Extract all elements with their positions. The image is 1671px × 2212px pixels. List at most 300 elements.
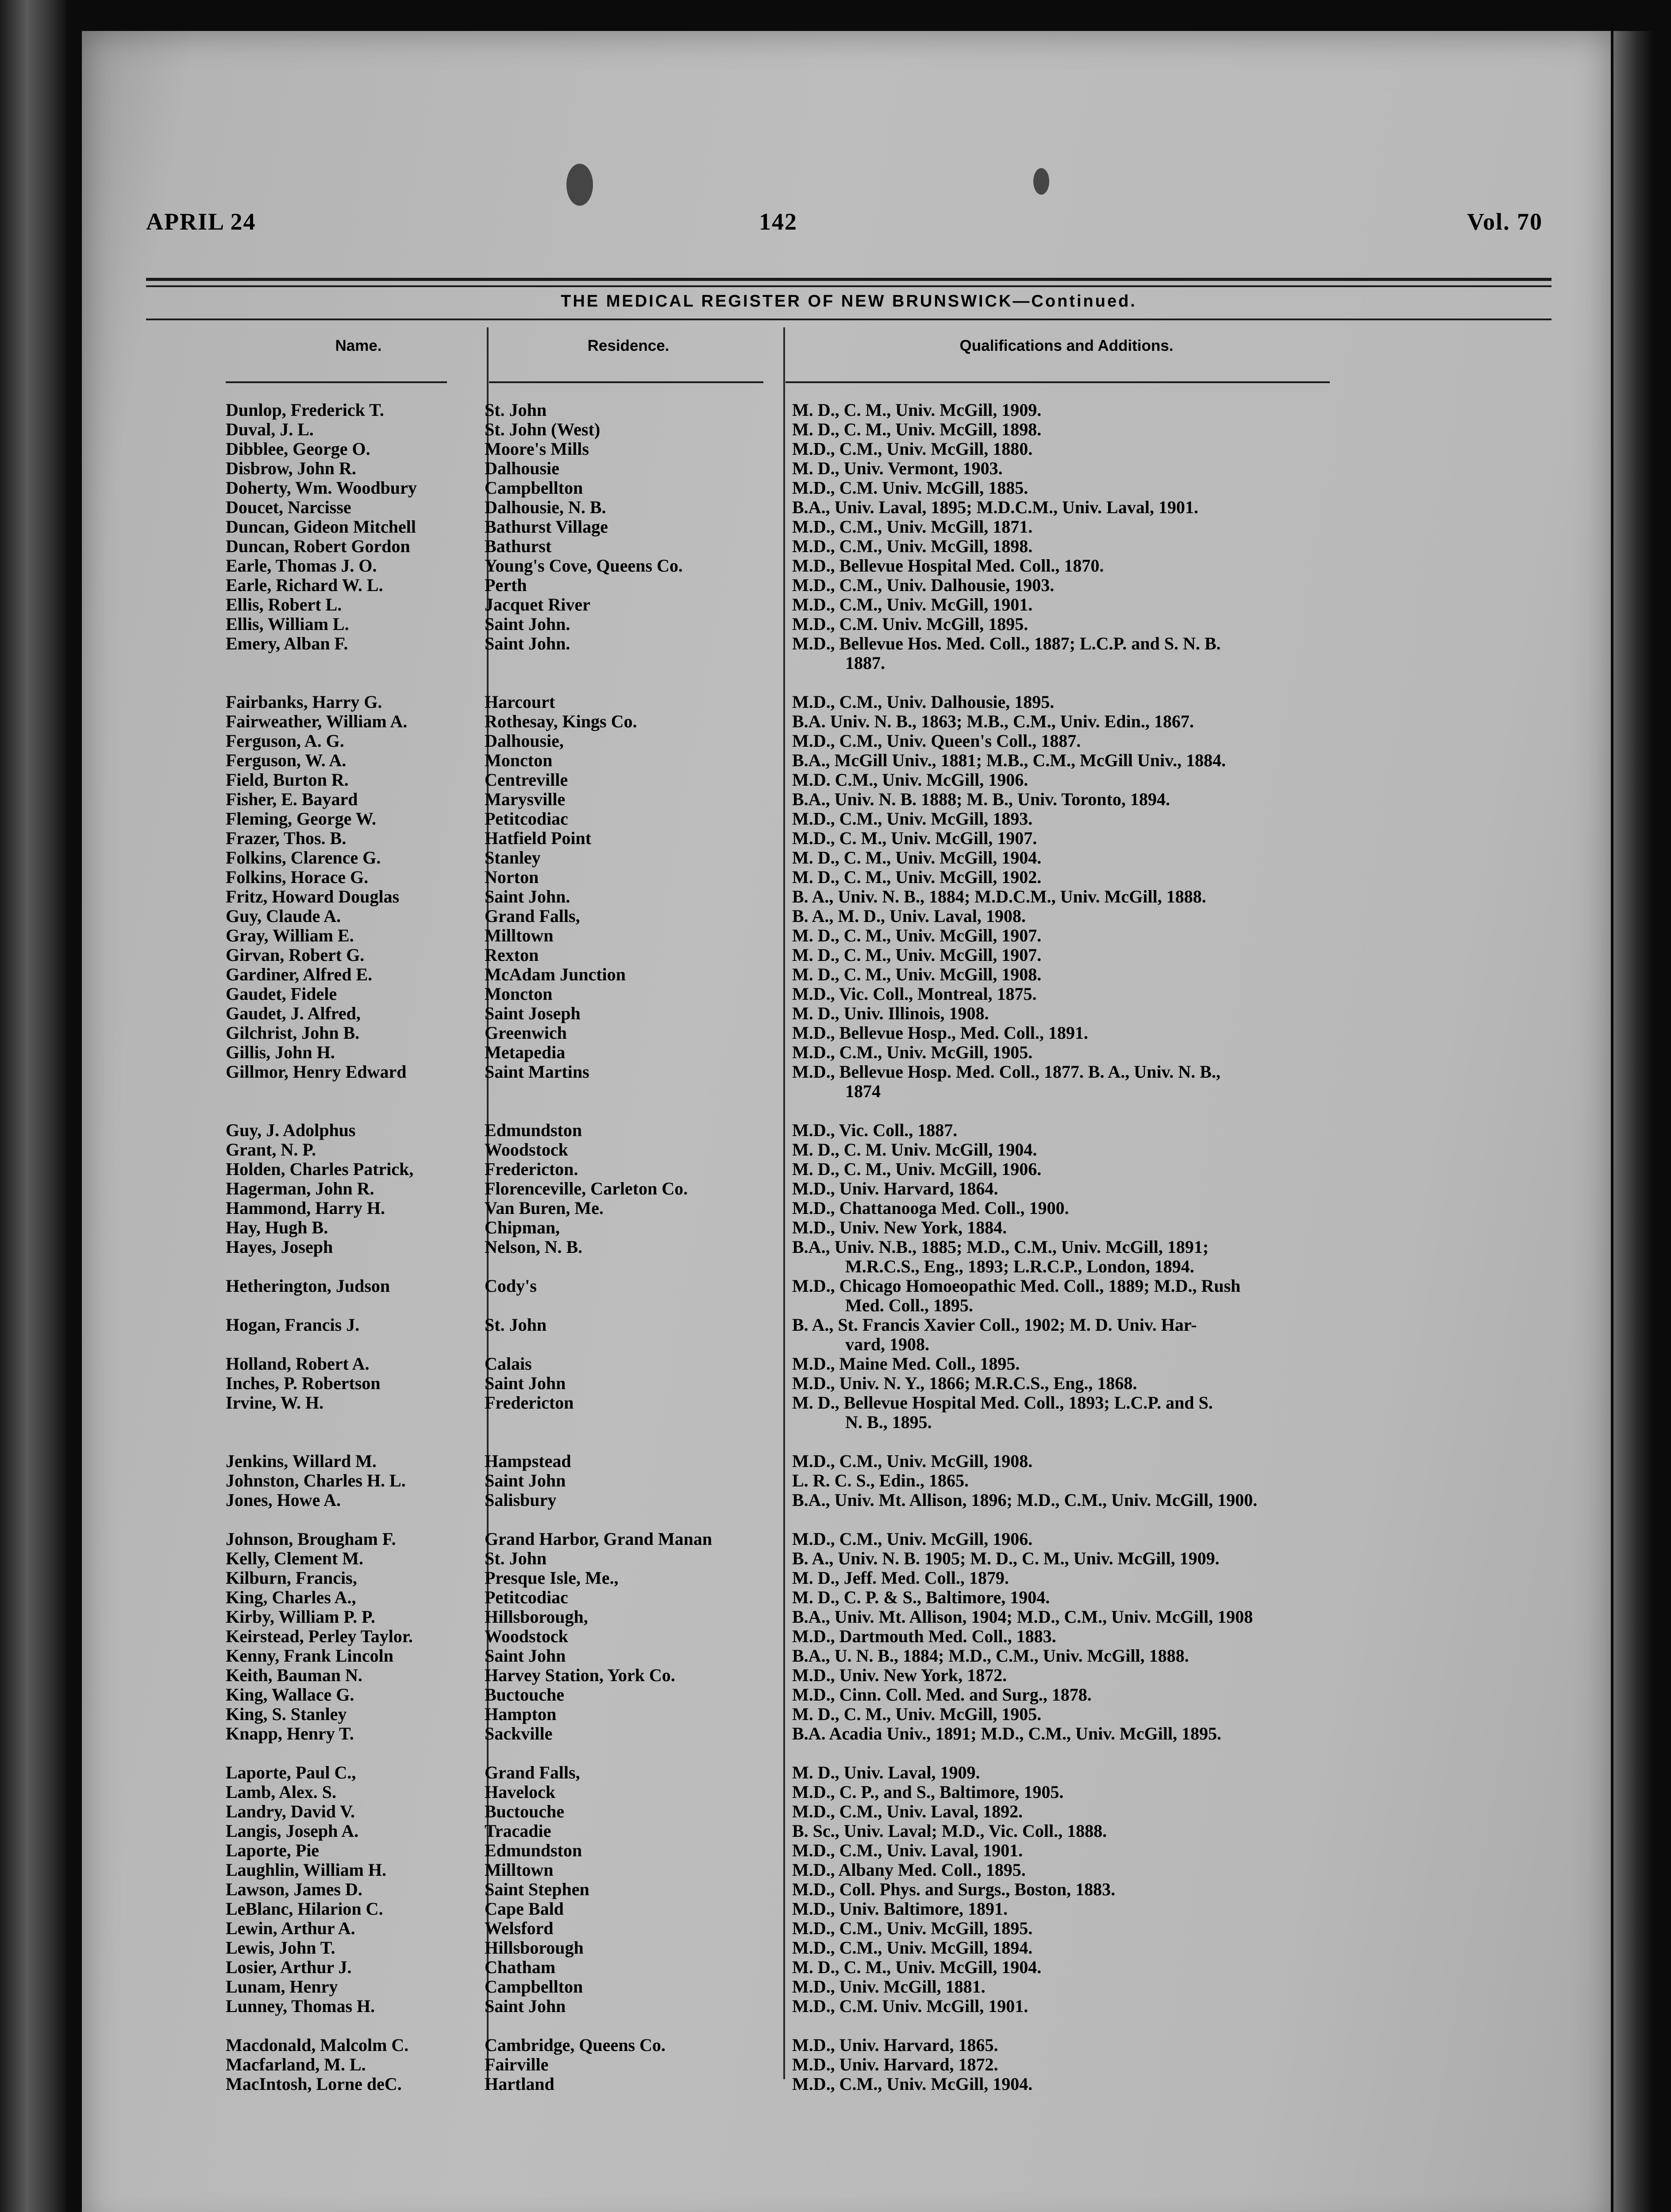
register-entry [146, 1607, 1562, 1627]
register-entry [146, 1705, 1562, 1724]
entry-name: Holland, Robert A. [226, 1354, 370, 1374]
page-header [146, 208, 1543, 248]
entry-name: Guy, Claude A. [226, 906, 341, 926]
entry-qualifications: M. D., C. M., Univ. McGill, 1898. [792, 419, 1042, 439]
entry-residence: Chipman, [485, 1217, 560, 1237]
entry-qualifications: M.D., Vic. Coll., Montreal, 1875. [792, 984, 1037, 1004]
entry-residence: Fredericton [485, 1393, 574, 1413]
entry-name: Irvine, W. H. [226, 1393, 324, 1413]
entry-residence: Woodstock [485, 1626, 568, 1646]
entry-qualifications: M. D., C. M., Univ. McGill, 1906. [792, 1159, 1042, 1179]
register-entry [146, 1997, 1562, 2016]
entry-name: Fairbanks, Harry G. [226, 692, 382, 712]
entry-qualifications: M.D., Univ. McGill, 1881. [792, 1977, 986, 1997]
register-entry [146, 537, 1562, 556]
entry-residence: Petitcodiac [485, 1587, 568, 1607]
entry-qualifications: B.A., Univ. N.B., 1885; M.D., C.M., Univ. McGill, 1891; [792, 1237, 1209, 1257]
register-entry [146, 1919, 1562, 1938]
entry-name: Ellis, Robert L. [226, 595, 342, 614]
entry-qualifications: M.D., C.M., Univ. McGill, 1894. [792, 1938, 1033, 1958]
entry-qualifications: M.D., C.M., Univ. McGill, 1871. [792, 517, 1033, 537]
entry-residence: Nelson, N. B. [485, 1237, 583, 1257]
entry-qualifications: B.A., Univ. Laval, 1895; M.D.C.M., Univ. Laval, 1901. [792, 497, 1198, 517]
entry-qualifications: M.D., Univ. N. Y., 1866; M.R.C.S., Eng., 1868. [792, 1373, 1137, 1393]
entry-qualifications: M.D., C.M., Univ. McGill, 1901. [792, 595, 1033, 614]
entry-name: Ellis, William L. [226, 614, 349, 634]
entry-name: Disbrow, John R. [226, 458, 356, 478]
entry-name: Girvan, Robert G. [226, 945, 365, 965]
register-entry [146, 2074, 1562, 2094]
entry-qualifications-continued: M.R.C.S., Eng., 1893; L.R.C.P., London, 1894. [845, 1256, 1194, 1276]
entry-residence: Grand Falls, [485, 1763, 580, 1782]
header-underline [226, 381, 447, 383]
entry-residence: Petitcodiac [485, 809, 568, 829]
register-entry [146, 634, 1562, 673]
ink-blot [566, 164, 593, 206]
entry-qualifications: M.D., C.M., Univ. Dalhousie, 1895. [792, 692, 1055, 712]
header-volume: Vol. 70 [1467, 208, 1543, 235]
entry-qualifications: B. A., St. Francis Xavier Coll., 1902; M. D. Univ. Har- [792, 1315, 1197, 1335]
entry-residence: Moncton [485, 984, 553, 1004]
entry-name: Fairweather, William A. [226, 711, 408, 731]
entry-residence: Saint John [485, 1996, 566, 2016]
entry-qualifications: M.D., Bellevue Hos. Med. Coll., 1887; L.C.P. and S. N. B. [792, 634, 1221, 653]
register-entry [146, 478, 1562, 498]
entry-qualifications: M.D., C. P., and S., Baltimore, 1905. [792, 1782, 1064, 1802]
entry-name: Hay, Hugh B. [226, 1217, 328, 1237]
entry-name: Duncan, Robert Gordon [226, 536, 410, 556]
register-entry [146, 576, 1562, 595]
group-spacer [146, 1510, 1562, 1529]
entry-qualifications: M.D., Univ. New York, 1872. [792, 1665, 1007, 1685]
entry-residence: Hillsborough [485, 1938, 584, 1958]
entry-qualifications-continued: 1887. [845, 653, 885, 673]
register-entry [146, 1724, 1562, 1743]
entry-residence: Milltown [485, 926, 554, 945]
register-entry [146, 1899, 1562, 1919]
entry-residence: Sackville [485, 1724, 553, 1743]
entry-residence: Salisbury [485, 1490, 557, 1510]
entry-name: Guy, J. Adolphus [226, 1120, 356, 1140]
entry-residence: Stanley [485, 848, 541, 868]
register-entry [146, 887, 1562, 906]
entry-name: Gardiner, Alfred E. [226, 964, 373, 984]
register-entry [146, 1004, 1562, 1023]
register-entry [146, 1160, 1562, 1179]
entry-residence: Saint Stephen [485, 1879, 589, 1899]
header-rule-thin [146, 285, 1552, 287]
entry-name: Dunlop, Frederick T. [226, 400, 384, 420]
entry-name: Johnston, Charles H. L. [226, 1471, 406, 1490]
entry-residence: Saint Martins [485, 1062, 589, 1082]
entry-residence: Edmundston [485, 1840, 582, 1860]
register-entry [146, 770, 1562, 790]
entry-residence: Bathurst Village [485, 517, 608, 537]
register-entry [146, 400, 1562, 420]
register-entry [146, 459, 1562, 478]
entry-qualifications: M.D., Univ. Baltimore, 1891. [792, 1899, 1008, 1919]
entry-residence: Rexton [485, 945, 539, 965]
entry-qualifications: M.D., Univ. Harvard, 1865. [792, 2035, 998, 2055]
register-entry [146, 1043, 1562, 1062]
entry-name: Gilchrist, John B. [226, 1023, 360, 1043]
entry-residence: Buctouche [485, 1685, 564, 1705]
entry-name: Field, Burton R. [226, 770, 349, 790]
entry-residence: Saint John. [485, 634, 570, 653]
entry-name: LeBlanc, Hilarion C. [226, 1899, 383, 1919]
entry-qualifications: M.D., C.M., Univ. McGill, 1905. [792, 1042, 1033, 1062]
entry-qualifications: B.A. Univ. N. B., 1863; M.B., C.M., Univ. Edin., 1867. [792, 711, 1194, 731]
entry-residence: Fredericton. [485, 1159, 578, 1179]
entry-qualifications: M.D., Univ. New York, 1884. [792, 1217, 1007, 1237]
entry-name: Lewin, Arthur A. [226, 1918, 355, 1938]
entry-qualifications: B.A., Univ. Mt. Allison, 1904; M.D., C.M., Univ. McGill, 1908 [792, 1607, 1253, 1627]
register-entry [146, 1276, 1562, 1315]
entry-qualifications: M.D., C.M., Univ. McGill, 1904. [792, 2074, 1033, 2094]
entry-qualifications: B.A., Univ. N. B. 1888; M. B., Univ. Toronto, 1894. [792, 789, 1170, 809]
entry-name: Frazer, Thos. B. [226, 828, 347, 848]
entry-name: King, S. Stanley [226, 1704, 347, 1724]
entry-name: King, Wallace G. [226, 1685, 354, 1705]
entry-residence: Milltown [485, 1860, 554, 1880]
entry-qualifications: M. D., Univ. Vermont, 1903. [792, 458, 1003, 478]
entry-qualifications: M. D., C. M., Univ. McGill, 1905. [792, 1704, 1042, 1724]
entry-residence: Jacquet River [485, 595, 590, 614]
entry-qualifications: M.D., C.M., Univ. Dalhousie, 1903. [792, 575, 1055, 595]
entry-qualifications: M. D., C. M., Univ. McGill, 1904. [792, 848, 1042, 868]
entry-qualifications: B.A., U. N. B., 1884; M.D., C.M., Univ. McGill, 1888. [792, 1646, 1189, 1666]
register-entry [146, 1393, 1562, 1432]
entry-name: Dibblee, George O. [226, 439, 370, 459]
entry-name: Duval, J. L. [226, 419, 314, 439]
register-entry [146, 1938, 1562, 1958]
register-entry [146, 984, 1562, 1004]
register-entry [146, 1588, 1562, 1607]
register-entry [146, 1977, 1562, 1997]
col-header-residence: Residence. [587, 337, 670, 354]
entry-name: Doucet, Narcisse [226, 497, 351, 517]
register-entry [146, 420, 1562, 439]
entry-qualifications: M.D., C.M., Univ. McGill, 1880. [792, 439, 1033, 459]
entry-qualifications: L. R. C. S., Edin., 1865. [792, 1471, 969, 1490]
entry-qualifications: B. A., Univ. N. B., 1884; M.D.C.M., Univ. McGill, 1888. [792, 887, 1206, 906]
register-entry [146, 926, 1562, 945]
entry-qualifications: M.D., Vic. Coll., 1887. [792, 1120, 958, 1140]
entry-name: Kenny, Frank Lincoln [226, 1646, 393, 1666]
register-entry [146, 1452, 1562, 1471]
col-header-qualifications: Qualifications and Additions. [959, 337, 1174, 354]
entry-qualifications: M.D., Bellevue Hosp. Med. Coll., 1877. B. A., Univ. N. B., [792, 1062, 1221, 1082]
entry-qualifications: B.A. Acadia Univ., 1891; M.D., C.M., Univ. McGill, 1895. [792, 1724, 1221, 1743]
entry-qualifications: B. Sc., Univ. Laval; M.D., Vic. Coll., 1888. [792, 1821, 1107, 1841]
register-entry [146, 731, 1562, 751]
register-entry [146, 1062, 1562, 1101]
entry-qualifications: M. D., Jeff. Med. Coll., 1879. [792, 1568, 1009, 1588]
register-entry [146, 1685, 1562, 1705]
entry-name: Inches, P. Robertson [226, 1373, 381, 1393]
entry-residence: Campbellton [485, 1977, 583, 1997]
entry-residence: Woodstock [485, 1140, 568, 1160]
register-entry [146, 848, 1562, 868]
entry-name: Kirby, William P. P. [226, 1607, 375, 1627]
register-entry [146, 1666, 1562, 1685]
entry-residence: Saint John [485, 1646, 566, 1666]
group-spacer [146, 1101, 1562, 1121]
entry-qualifications: M.D., Coll. Phys. and Surgs., Boston, 1883. [792, 1879, 1116, 1899]
entry-residence: Havelock [485, 1782, 555, 1802]
header-underline [785, 381, 1330, 383]
entry-qualifications: M.D., C.M., Univ. McGill, 1906. [792, 1529, 1033, 1549]
entry-residence: Saint John. [485, 887, 570, 906]
entry-residence: Hampton [485, 1704, 557, 1724]
entry-qualifications: M. D., Bellevue Hospital Med. Coll., 1893; L.C.P. and S. [792, 1393, 1213, 1413]
entry-name: Macfarland, M. L. [226, 2055, 366, 2074]
register-entry [146, 1471, 1562, 1490]
entry-name: Fritz, Howard Douglas [226, 887, 400, 906]
register-entry [146, 595, 1562, 614]
register-entry [146, 1354, 1562, 1374]
entry-qualifications: M.D., Bellevue Hospital Med. Coll., 1870. [792, 556, 1104, 576]
entry-name: Gillmor, Henry Edward [226, 1062, 407, 1082]
entry-name: Jones, Howe A. [226, 1490, 341, 1510]
register-entry [146, 1490, 1562, 1510]
entry-residence: Harcourt [485, 692, 555, 712]
register-entry [146, 1763, 1562, 1782]
entry-qualifications: B. A., M. D., Univ. Laval, 1908. [792, 906, 1026, 926]
entry-residence: St. John (West) [485, 419, 601, 439]
entry-name: Folkins, Horace G. [226, 867, 369, 887]
entry-name: King, Charles A., [226, 1587, 356, 1607]
entry-name: Lewis, John T. [226, 1938, 335, 1958]
entry-residence: Moore's Mills [485, 439, 589, 459]
register-entry [146, 1802, 1562, 1821]
entry-residence: Buctouche [485, 1801, 564, 1821]
register-entry [146, 1121, 1562, 1140]
register-entry [146, 1860, 1562, 1880]
entry-qualifications: M.D., Univ. Harvard, 1864. [792, 1179, 998, 1198]
register-entry [146, 945, 1562, 965]
entry-name: Ferguson, W. A. [226, 750, 347, 770]
group-spacer [146, 673, 1562, 692]
entry-residence: Tracadie [485, 1821, 551, 1841]
register-entry [146, 1841, 1562, 1860]
register-entry [146, 1218, 1562, 1237]
entry-qualifications: B.A., McGill Univ., 1881; M.B., C.M., McGill Univ., 1884. [792, 750, 1226, 770]
entry-residence: Greenwich [485, 1023, 567, 1043]
register-entry [146, 2055, 1562, 2074]
register-entry [146, 1198, 1562, 1218]
entry-qualifications: M. D., C. M., Univ. McGill, 1902. [792, 867, 1042, 887]
entry-residence: Cody's [485, 1276, 537, 1296]
entry-residence: Hillsborough, [485, 1607, 588, 1627]
col-header-name: Name. [335, 337, 382, 354]
entry-name: Keith, Bauman N. [226, 1665, 362, 1685]
entry-residence: Dalhousie [485, 458, 559, 478]
entry-name: MacIntosh, Lorne deC. [226, 2074, 402, 2094]
register-entry [146, 1958, 1562, 1977]
entry-qualifications: M. D., C. P. & S., Baltimore, 1904. [792, 1587, 1050, 1607]
entry-residence: Dalhousie, N. B. [485, 497, 606, 517]
register-entry [146, 692, 1562, 712]
entry-name: Lawson, James D. [226, 1879, 362, 1899]
entry-residence: Saint Joseph [485, 1003, 581, 1023]
entry-name: Lamb, Alex. S. [226, 1782, 337, 1802]
entry-residence: St. John [485, 400, 547, 420]
register-entry [146, 809, 1562, 829]
entry-name: Keirstead, Perley Taylor. [226, 1626, 413, 1646]
entry-residence: Rothesay, Kings Co. [485, 711, 637, 731]
entry-qualifications: M. D., C. M. Univ. McGill, 1904. [792, 1140, 1037, 1160]
register-entry [146, 439, 1562, 459]
entry-qualifications: B.A., Univ. Mt. Allison, 1896; M.D., C.M., Univ. McGill, 1900. [792, 1490, 1258, 1510]
entry-residence: Saint John [485, 1471, 566, 1490]
entry-name: Gaudet, J. Alfred, [226, 1003, 361, 1023]
entry-name: Jenkins, Willard M. [226, 1451, 377, 1471]
entry-residence: St. John [485, 1548, 547, 1568]
entry-residence: Saint John. [485, 614, 570, 634]
entry-qualifications: M.D., Bellevue Hosp., Med. Coll., 1891. [792, 1023, 1088, 1043]
entry-residence: Grand Harbor, Grand Manan [485, 1529, 712, 1549]
entry-qualifications: M.D., C.M., Univ. McGill, 1908. [792, 1451, 1033, 1471]
entry-name: Fisher, E. Bayard [226, 789, 358, 809]
entry-qualifications: M.D., C.M. Univ. McGill, 1901. [792, 1996, 1028, 2016]
entry-name: Kelly, Clement M. [226, 1548, 364, 1568]
register-entry [146, 614, 1562, 634]
entry-name: Landry, David V. [226, 1801, 355, 1821]
entry-residence: McAdam Junction [485, 964, 626, 984]
register-entries [146, 400, 1562, 2094]
entry-name: Earle, Thomas J. O. [226, 556, 377, 576]
entry-name: Lunam, Henry [226, 1977, 338, 1997]
entry-qualifications: M.D. C.M., Univ. McGill, 1906. [792, 770, 1028, 790]
entry-residence: Calais [485, 1354, 532, 1374]
entry-qualifications: M.D., C.M., Univ. Laval, 1901. [792, 1840, 1023, 1860]
register-entry [146, 712, 1562, 731]
entry-qualifications: M. D., Univ. Laval, 1909. [792, 1763, 980, 1782]
entry-name: Hogan, Francis J. [226, 1315, 360, 1335]
entry-residence: Bathurst [485, 536, 552, 556]
entry-name: Grant, N. P. [226, 1140, 316, 1160]
entry-qualifications: M.D., Maine Med. Coll., 1895. [792, 1354, 1020, 1374]
register-entry [146, 1529, 1562, 1549]
entry-qualifications: M. D., C. M., Univ. McGill, 1907. [792, 926, 1042, 945]
entry-residence: Hartland [485, 2074, 554, 2094]
entry-name: Langis, Joseph A. [226, 1821, 359, 1841]
entry-qualifications: M. D., C. M., Univ. McGill, 1907. [792, 945, 1042, 965]
entry-qualifications: B. A., Univ. N. B. 1905; M. D., C. M., Univ. McGill, 1909. [792, 1548, 1220, 1568]
entry-qualifications: M.D., C.M., Univ. McGill, 1893. [792, 809, 1033, 829]
entry-name: Emery, Alban F. [226, 634, 348, 653]
entry-residence: Hatfield Point [485, 828, 592, 848]
entry-residence: Van Buren, Me. [485, 1198, 604, 1218]
register-entry [146, 868, 1562, 887]
entry-name: Johnson, Brougham F. [226, 1529, 396, 1549]
entry-residence: Campbellton [485, 478, 583, 498]
ink-blot [1033, 168, 1049, 195]
entry-qualifications-continued: 1874 [845, 1081, 881, 1101]
header-date: APRIL 24 [146, 208, 256, 235]
header-page-number: 142 [759, 208, 797, 235]
register-entry [146, 1782, 1562, 1802]
register-entry [146, 1237, 1562, 1276]
register-entry [146, 829, 1562, 848]
entry-qualifications-continued: vard, 1908. [845, 1334, 929, 1354]
entry-residence: Cambridge, Queens Co. [485, 2035, 666, 2055]
group-spacer [146, 1432, 1562, 1452]
entry-name: Losier, Arthur J. [226, 1957, 352, 1977]
entry-residence: Cape Bald [485, 1899, 564, 1919]
entry-residence: Centreville [485, 770, 568, 790]
group-spacer [146, 2016, 1562, 2035]
entry-residence: Dalhousie, [485, 731, 564, 751]
register-entry [146, 1374, 1562, 1393]
entry-residence: Fairville [485, 2055, 549, 2074]
entry-qualifications: M.D., C.M., Univ. McGill, 1895. [792, 1918, 1033, 1938]
register-entry [146, 556, 1562, 576]
entry-name: Hagerman, John R. [226, 1179, 374, 1198]
entry-qualifications: M.D., C.M. Univ. McGill, 1895. [792, 614, 1028, 634]
entry-qualifications: M. D., Univ. Illinois, 1908. [792, 1003, 989, 1023]
entry-qualifications: M.D., C. M., Univ. McGill, 1907. [792, 828, 1037, 848]
entry-name: Gaudet, Fidele [226, 984, 337, 1004]
register-entry [146, 498, 1562, 517]
entry-residence: Florenceville, Carleton Co. [485, 1179, 688, 1198]
entry-qualifications: M. D., C. M., Univ. McGill, 1908. [792, 964, 1042, 984]
entry-qualifications-continued: N. B., 1895. [845, 1412, 932, 1432]
register-entry [146, 1880, 1562, 1899]
register-entry [146, 517, 1562, 537]
entry-qualifications: M.D., Chicago Homoeopathic Med. Coll., 1889; M.D., Rush [792, 1276, 1241, 1296]
entry-residence: Young's Cove, Queens Co. [485, 556, 683, 576]
entry-residence: Moncton [485, 750, 553, 770]
entry-residence: Harvey Station, York Co. [485, 1665, 675, 1685]
register-entry [146, 1821, 1562, 1841]
entry-name: Duncan, Gideon Mitchell [226, 517, 416, 537]
entry-residence: Chatham [485, 1957, 556, 1977]
entry-qualifications: M.D., Cinn. Coll. Med. and Surg., 1878. [792, 1685, 1092, 1705]
header-underline [489, 381, 763, 383]
entry-qualifications: M.D., Dartmouth Med. Coll., 1883. [792, 1626, 1056, 1646]
entry-name: Folkins, Clarence G. [226, 848, 381, 868]
register-entry [146, 1023, 1562, 1043]
entry-qualifications: M. D., C. M., Univ. McGill, 1904. [792, 1957, 1042, 1977]
entry-qualifications: M.D., Univ. Harvard, 1872. [792, 2055, 998, 2074]
entry-name: Macdonald, Malcolm C. [226, 2035, 409, 2055]
register-title: THE MEDICAL REGISTER OF NEW BRUNSWICK—Continued. [561, 292, 1137, 311]
register-entry [146, 1315, 1562, 1354]
register-entry [146, 965, 1562, 984]
entry-name: Laughlin, William H. [226, 1860, 387, 1880]
register-entry [146, 2035, 1562, 2055]
entry-qualifications-continued: Med. Coll., 1895. [845, 1295, 973, 1315]
page-stack-edge [1613, 31, 1653, 2212]
register-entry [146, 1646, 1562, 1666]
entry-residence: Presque Isle, Me., [485, 1568, 619, 1588]
entry-name: Hayes, Joseph [226, 1237, 333, 1257]
entry-qualifications: M.D., C.M., Univ. Laval, 1892. [792, 1801, 1023, 1821]
entry-name: Holden, Charles Patrick, [226, 1159, 414, 1179]
entry-name: Earle, Richard W. L. [226, 575, 383, 595]
entry-qualifications: M.D., Chattanooga Med. Coll., 1900. [792, 1198, 1069, 1218]
entry-residence: Grand Falls, [485, 906, 580, 926]
adjacent-page-edge [0, 0, 66, 2212]
entry-name: Hetherington, Judson [226, 1276, 390, 1296]
entry-name: Lunney, Thomas H. [226, 1996, 375, 2016]
register-entry [146, 1627, 1562, 1646]
entry-name: Knapp, Henry T. [226, 1724, 354, 1743]
entry-name: Fleming, George W. [226, 809, 376, 829]
entry-name: Laporte, Paul C., [226, 1763, 356, 1782]
